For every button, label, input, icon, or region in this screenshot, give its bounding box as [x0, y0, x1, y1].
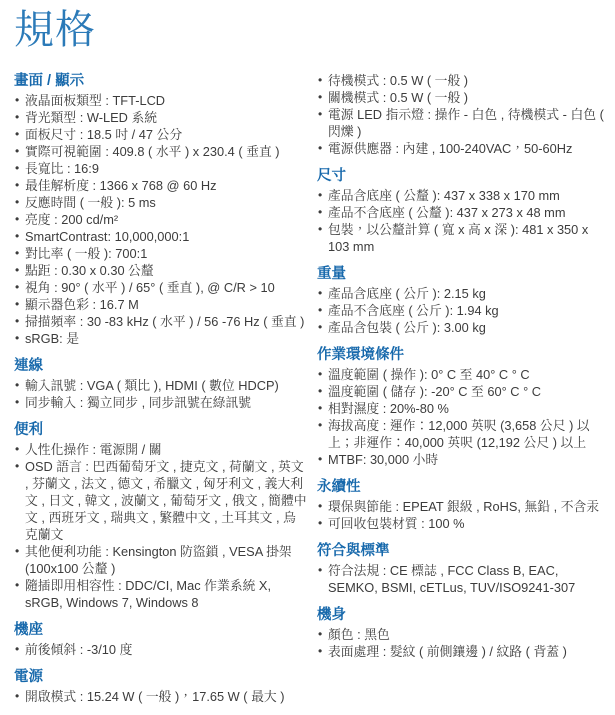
- spec-item: • 長寬比 : 16:9: [14, 160, 307, 177]
- spec-section: [317, 167, 609, 255]
- spec-item: • 最佳解析度 : 1366 x 768 @ 60 Hz: [14, 177, 307, 194]
- section-heading: 電源: [14, 669, 43, 685]
- spec-item: • 顯示器色彩 : 16.7 M: [14, 296, 307, 313]
- spec-item: • 產品含底座 ( 公斤 ): 2.15 kg: [317, 285, 609, 302]
- spec-item: • 產品不含底座 ( 公斤 ): 1.94 kg: [317, 302, 609, 319]
- spec-item: • 關機模式 : 0.5 W ( 一般 ): [317, 89, 609, 106]
- spec-list: [317, 187, 609, 255]
- spec-list: [14, 441, 307, 611]
- section-heading: 連線: [14, 358, 43, 374]
- spec-item: • 溫度範圍 ( 儲存 ): -20° C 至 60° C ° C: [317, 383, 609, 400]
- spec-section: [317, 478, 609, 532]
- page-title: 規格: [14, 8, 96, 52]
- spec-item: • 同步輸入 : 獨立同步 , 同步訊號在綠訊號: [14, 394, 307, 411]
- spec-item: • OSD 語言 : 巴西葡萄牙文 , 捷克文 , 荷蘭文 , 英文 , 芬蘭文 , 法文 , 德文 , 希臘文 , 匈牙利文 , 義大利文 , 日文 , 韓文 , 波蘭文 , 葡萄牙文 , 俄文 , 簡體中文 , 西班牙文 , 瑞典文 , 繁體中文 , 土耳其文 , 烏克蘭文: [14, 458, 307, 543]
- spec-list: [317, 72, 609, 157]
- spec-list: [14, 688, 307, 705]
- spec-columns: [14, 72, 609, 715]
- left-column: [14, 72, 307, 715]
- spec-item: • 開啟模式 : 15.24 W ( 一般 )，17.65 W ( 最大 ): [14, 688, 307, 705]
- spec-section: [317, 606, 609, 660]
- spec-item: • 產品含包裝 ( 公斤 ): 3.00 kg: [317, 319, 609, 336]
- spec-section: [14, 621, 307, 658]
- spec-section: [317, 346, 609, 468]
- spec-section: [14, 668, 307, 705]
- spec-list: [317, 626, 609, 660]
- section-heading: 畫面 / 顯示: [14, 73, 85, 89]
- section-heading: 尺寸: [317, 168, 346, 184]
- spec-item: • 海拔高度 : 運作：12,000 英呎 (3,658 公尺 ) 以上；非運作：40,000 英呎 (12,192 公尺 ) 以上: [317, 417, 609, 451]
- spec-section: [317, 542, 609, 596]
- spec-item: • 隨插即用相容性 : DDC/CI, Mac 作業系統 X, sRGB, Windows 7, Windows 8: [14, 577, 307, 611]
- spec-list: [14, 641, 307, 658]
- spec-list: [14, 377, 307, 411]
- section-heading: 永續性: [317, 479, 361, 495]
- spec-item: • 環保與節能 : EPEAT 銀級 , RoHS, 無鉛 , 不含汞: [317, 498, 609, 515]
- spec-section: [14, 357, 307, 411]
- spec-item: • 電源 LED 指示燈 : 操作 - 白色 , 待機模式 - 白色 ( 閃爍 ): [317, 106, 609, 140]
- spec-item: • 電源供應器 : 內建 , 100-240VAC，50-60Hz: [317, 140, 609, 157]
- spec-item: • 前後傾斜 : -3/10 度: [14, 641, 307, 658]
- spec-item: • 可回收包裝材質 : 100 %: [317, 515, 609, 532]
- spec-item: • 背光類型 : W-LED 系統: [14, 109, 307, 126]
- spec-item: • 實際可視範圍 : 409.8 ( 水平 ) x 230.4 ( 垂直 ): [14, 143, 307, 160]
- spec-item: • 人性化操作 : 電源開 / 關: [14, 441, 307, 458]
- spec-item: • 點距 : 0.30 x 0.30 公釐: [14, 262, 307, 279]
- spec-section: [14, 421, 307, 611]
- spec-item: • SmartContrast: 10,000,000:1: [14, 228, 307, 245]
- spec-item: • 輸入訊號 : VGA ( 類比 ), HDMI ( 數位 HDCP): [14, 377, 307, 394]
- spec-list: [317, 562, 609, 596]
- section-heading: 作業環境條件: [317, 347, 404, 363]
- spec-list: [317, 366, 609, 468]
- section-heading: 機身: [317, 607, 346, 623]
- section-heading: 機座: [14, 622, 43, 638]
- spec-item: • 相對濕度 : 20%-80 %: [317, 400, 609, 417]
- spec-item: • sRGB: 是: [14, 330, 307, 347]
- spec-item: • 其他便利功能 : Kensington 防盜鎖 , VESA 掛架 (100x100 公釐 ): [14, 543, 307, 577]
- spec-item: • 對比率 ( 一般 ): 700:1: [14, 245, 307, 262]
- spec-item: • 掃描頻率 : 30 -83 kHz ( 水平 ) / 56 -76 Hz ( 垂直 ): [14, 313, 307, 330]
- spec-item: • 產品不含底座 ( 公釐 ): 437 x 273 x 48 mm: [317, 204, 609, 221]
- spec-item: • 溫度範圍 ( 操作 ): 0° C 至 40° C ° C: [317, 366, 609, 383]
- spec-list: [14, 92, 307, 347]
- spec-item: • 包裝，以公釐計算 ( 寬 x 高 x 深 ): 481 x 350 x 103 mm: [317, 221, 609, 255]
- spec-item: • 表面處理 : 髮紋 ( 前側鑲邊 ) / 紋路 ( 背蓋 ): [317, 643, 609, 660]
- spec-section: [14, 72, 307, 347]
- spec-item: • 反應時間 ( 一般 ): 5 ms: [14, 194, 307, 211]
- spec-item: • MTBF: 30,000 小時: [317, 451, 609, 468]
- spec-item: • 亮度 : 200 cd/m²: [14, 211, 307, 228]
- spec-list: [317, 498, 609, 532]
- spec-item: • 視角 : 90° ( 水平 ) / 65° ( 垂直 ), @ C/R > 10: [14, 279, 307, 296]
- spec-item: • 符合法規 : CE 標誌 , FCC Class B, EAC, SEMKO, BSMI, cETLus, TUV/ISO9241-307: [317, 562, 609, 596]
- spec-item: • 面板尺寸 : 18.5 吋 / 47 公分: [14, 126, 307, 143]
- section-heading: 符合與標準: [317, 543, 390, 559]
- section-heading: 重量: [317, 266, 346, 282]
- spec-section: [317, 72, 609, 157]
- spec-list: [317, 285, 609, 336]
- section-heading: 便利: [14, 422, 43, 438]
- spec-item: • 產品含底座 ( 公釐 ): 437 x 338 x 170 mm: [317, 187, 609, 204]
- spec-item: • 顏色 : 黑色: [317, 626, 609, 643]
- spec-item: • 液晶面板類型 : TFT-LCD: [14, 92, 307, 109]
- spec-section: [317, 265, 609, 336]
- spec-item: • 待機模式 : 0.5 W ( 一般 ): [317, 72, 609, 89]
- right-column: [317, 72, 609, 670]
